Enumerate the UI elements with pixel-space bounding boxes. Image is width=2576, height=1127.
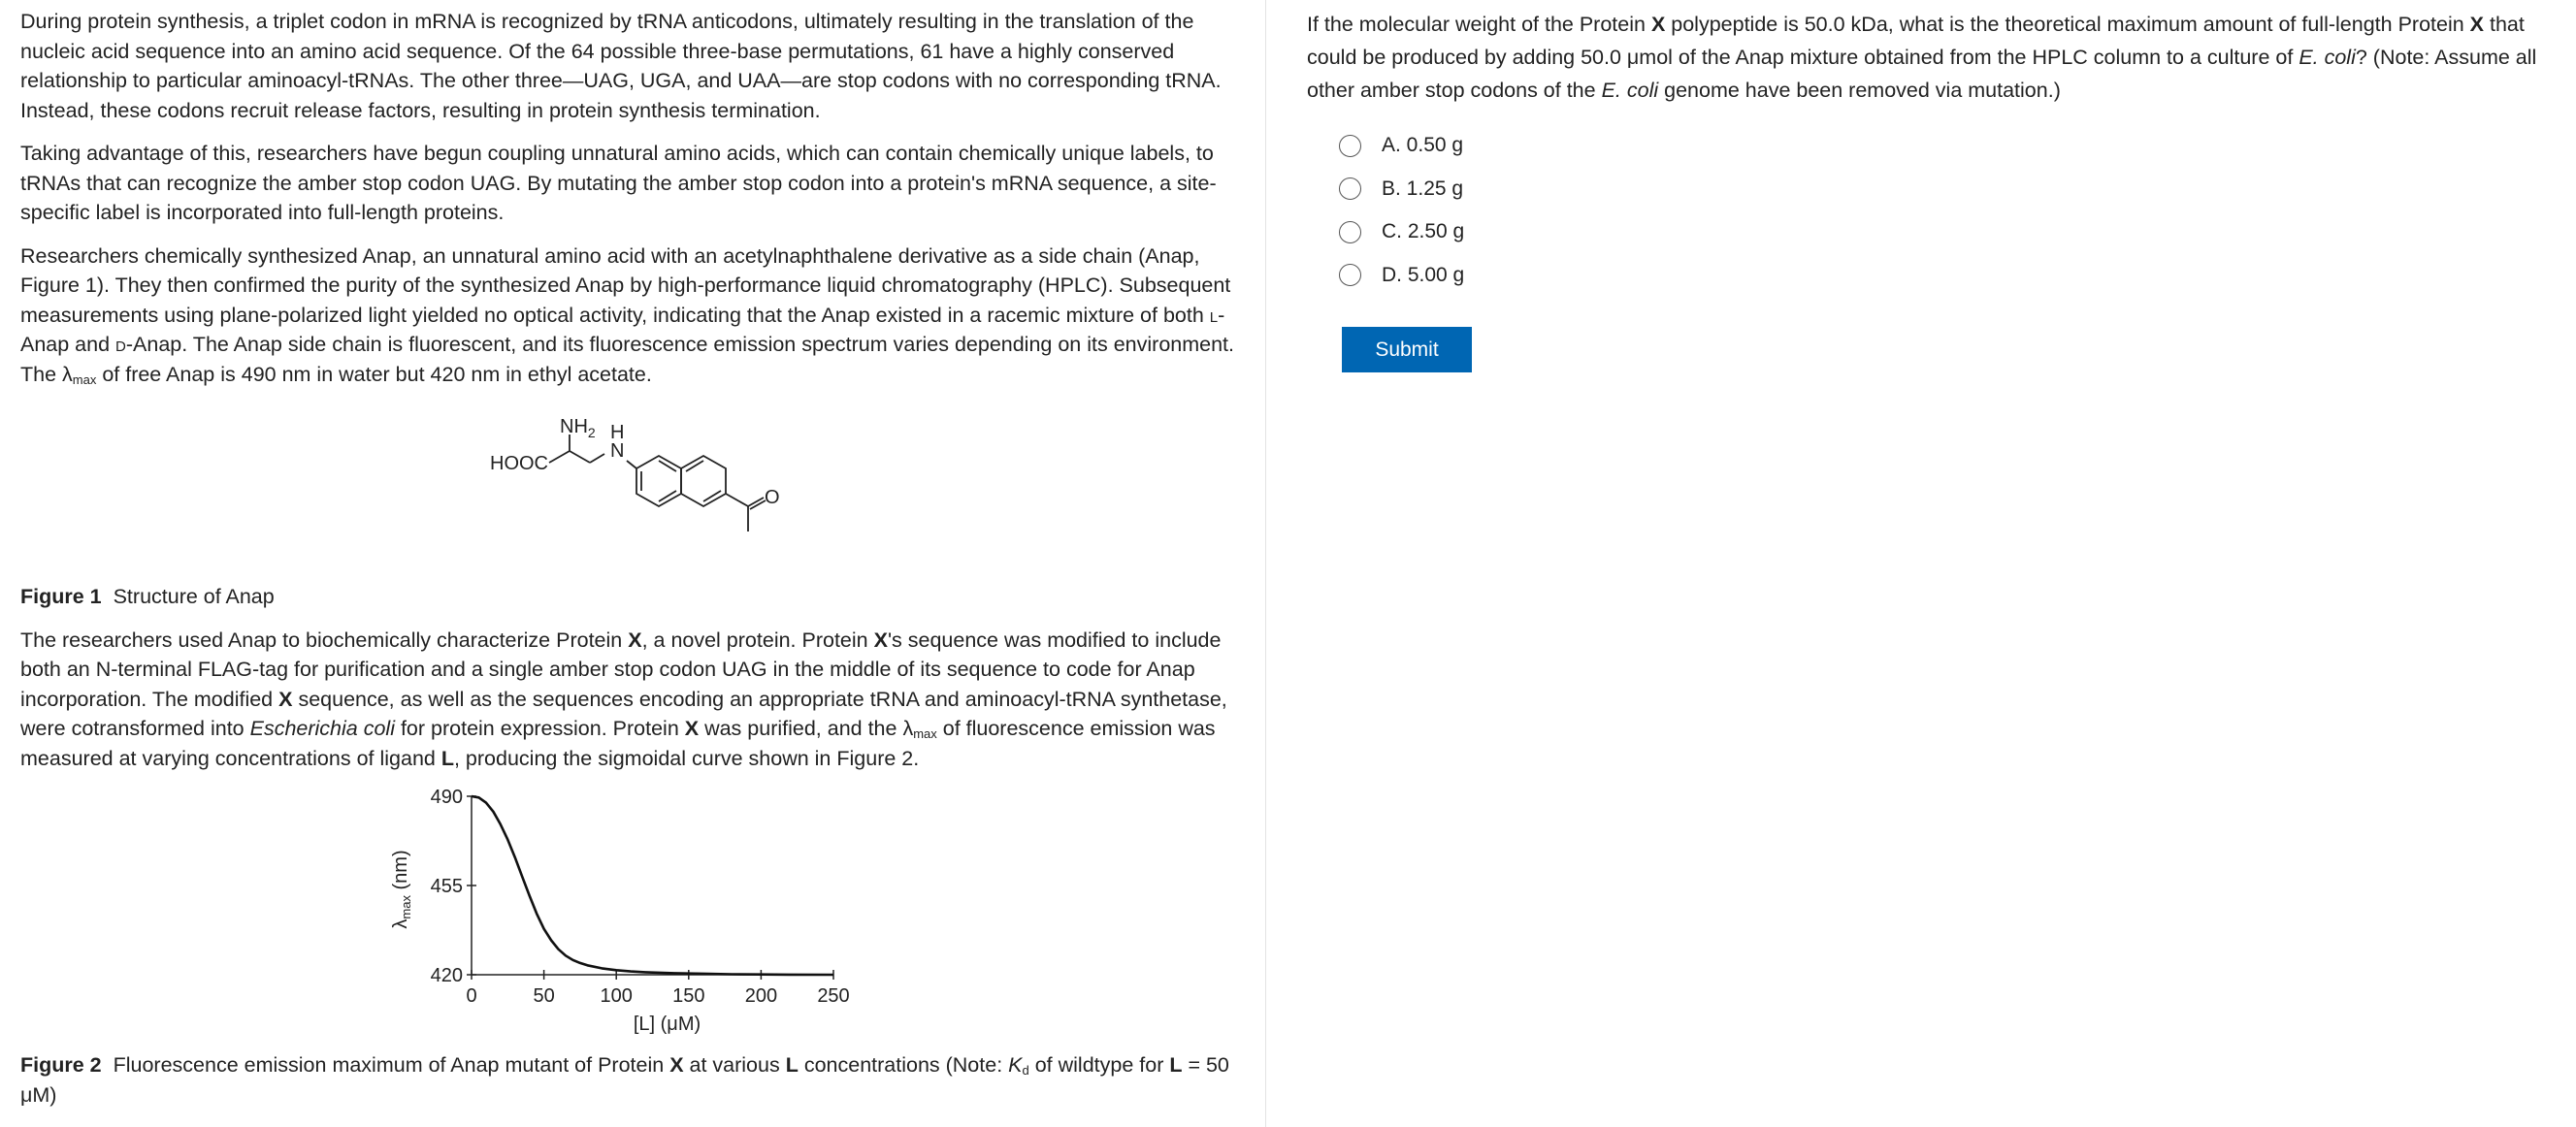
answer-choices xyxy=(1339,129,1464,302)
h-label: H xyxy=(610,422,625,443)
p3-text-a: Researchers chemically synthesized Anap, an unnatural amino acid with an acetylnaphthalene derivative as a side chain (Anap, Figure 1). They then confirmed the purity of the synthesized Anap by high-performance liquid chromatography (HPLC). Subsequent measurements using plane-polarized light yielded no optical activity, indicating that the Anap existed in a racemic mixture of both xyxy=(20,243,1231,327)
ligand-l-bold: L xyxy=(1169,1053,1183,1077)
ecoli-italic: Escherichia coli xyxy=(249,717,395,740)
choice-a-label: A. 0.50 g xyxy=(1382,134,1464,156)
ecoli-italic: E. coli xyxy=(1601,79,1659,102)
p4-text-g: of fluorescence emission was measured at varying concentrations of ligand xyxy=(20,717,1216,770)
choice-c-label: C. 2.50 g xyxy=(1382,220,1465,242)
x-tick-label: 100 xyxy=(600,985,633,1007)
nh2-label: $NH_2$ xyxy=(560,416,596,440)
protein-x-bold: X xyxy=(278,687,293,711)
p4-text-b: , a novel protein. Protein xyxy=(641,628,874,652)
protein-x-bold: X xyxy=(684,717,700,740)
figure-2-caption xyxy=(20,1050,1253,1110)
y-axis-label: $\lambda_{max}$ (nm) xyxy=(390,850,413,929)
choice-d-label: D. 5.00 g xyxy=(1382,263,1465,286)
q-text-c: that could be produced by adding 50.0 μmol of the Anap mixture obtained from the HPLC column to a culture of xyxy=(1307,13,2525,69)
x-tick-label: 0 xyxy=(466,985,477,1007)
paragraph-4 xyxy=(20,626,1253,774)
radio-button-b[interactable] xyxy=(1339,177,1361,200)
figure-1-structure xyxy=(20,402,1253,582)
fig2-text-a: Fluorescence emission maximum of Anap mutant of Protein xyxy=(113,1053,670,1077)
figure-1-caption xyxy=(20,582,1253,612)
figure-1-number: Figure 1 xyxy=(20,585,102,608)
passage xyxy=(20,7,1253,1110)
o-label: O xyxy=(765,487,780,508)
ligand-l-bold: L xyxy=(785,1053,799,1077)
fig2-text-b: at various xyxy=(683,1053,786,1077)
q-text-a: If the molecular weight of the Protein xyxy=(1307,13,1651,36)
kd-subscript: d xyxy=(1022,1063,1029,1078)
l-small-caps: l xyxy=(1209,303,1219,327)
x-tick-label: 150 xyxy=(672,985,705,1007)
p4-text-f: was purified, and the λ xyxy=(699,717,914,740)
p4-text-h: , producing the sigmoidal curve shown in Figure 2. xyxy=(453,746,920,770)
p4-text-a: The researchers used Anap to biochemically characterize Protein xyxy=(20,628,629,652)
chart-layer xyxy=(390,787,850,1035)
ligand-l-bold: L xyxy=(440,746,454,770)
d-small-caps: d xyxy=(115,333,126,356)
passage-pane[interactable] xyxy=(0,0,1266,1127)
y-tick-label: 490 xyxy=(430,787,463,808)
protein-x-bold: X xyxy=(1650,13,1666,36)
paragraph-3 xyxy=(20,242,1253,390)
choice-d[interactable] xyxy=(1339,259,1464,292)
figure-2-chart xyxy=(20,787,1253,1050)
choice-a[interactable] xyxy=(1339,129,1464,162)
paragraph-1: During protein synthesis, a triplet codon in mRNA is recognized by tRNA anticodons, ultimately resulting in the translation of the nucleic acid sequence into an amino acid sequence. Of the 64 possible three-base permutations, 61 have a highly conserved relationship to particular aminoacyl-tRNAs. The other three—UAG, UGA, and UAA—are stop codons with no corresponding tRNA. Instead, these codons recruit release factors, resulting in protein synthesis termination. xyxy=(20,10,1222,122)
series-curve xyxy=(472,796,833,975)
ecoli-italic: E. coli xyxy=(2299,46,2356,69)
question-pane xyxy=(1267,0,2576,1127)
fig2-text-c: concentrations (Note: xyxy=(798,1053,1009,1077)
lambda-max-subscript: max xyxy=(913,726,937,741)
choice-c[interactable] xyxy=(1339,215,1464,248)
x-tick-label: 50 xyxy=(533,985,555,1007)
p4-text-c: 's sequence was modified to include both an N-terminal FLAG-tag for purification and a single amber stop codon UAG in the middle of its sequence to code for Anap incorporation. The modified xyxy=(20,628,1222,711)
figure-1-title: Structure of Anap xyxy=(113,585,275,608)
chart-svg xyxy=(20,787,894,1050)
y-tick-label: 420 xyxy=(430,965,463,986)
protein-x-bold: X xyxy=(2469,13,2485,36)
radio-button-c[interactable] xyxy=(1339,221,1361,243)
p4-text-e: for protein expression. Protein xyxy=(394,717,685,740)
paragraph-2: Taking advantage of this, researchers have begun coupling unnatural amino acids, which can contain chemically unique labels, to tRNAs that can recognize the amber stop codon UAG. By mutating the amber stop codon into a protein's mRNA sequence, a site-specific label is incorporated into full-length proteins. xyxy=(20,142,1217,224)
kd-italic: K xyxy=(1008,1053,1023,1077)
q-text-b: polypeptide is 50.0 kDa, what is the theoretical maximum amount of full-length Protein xyxy=(1665,13,2470,36)
q-text-e: genome have been removed via mutation.) xyxy=(1658,79,2061,102)
radio-button-a[interactable] xyxy=(1339,135,1361,157)
anap-structure-drawing xyxy=(457,402,845,582)
hooc-label: HOOC xyxy=(490,453,548,474)
lambda-max-subscript: max xyxy=(72,371,97,387)
y-tick-label: 455 xyxy=(430,876,463,897)
x-axis-label: [L] (μM) xyxy=(633,1014,701,1035)
q-text-d: ? (Note: Assume all other amber stop codons of the xyxy=(1307,46,2537,102)
figure-2-number: Figure 2 xyxy=(20,1053,102,1077)
p4-text-d: sequence, as well as the sequences encoding an appropriate tRNA and aminoacyl-tRNA synthetase, were cotransformed into xyxy=(20,687,1227,740)
p3-text-c: -Anap. The Anap side chain is fluorescent, and its fluorescence emission spectrum varies depending on its environment. The λ xyxy=(20,333,1234,386)
fig2-text-e: = 50 μM) xyxy=(20,1053,1229,1107)
radio-button-d[interactable] xyxy=(1339,264,1361,286)
choice-b[interactable] xyxy=(1339,173,1464,206)
x-tick-label: 250 xyxy=(817,985,850,1007)
submit-button[interactable]: Submit xyxy=(1342,327,1472,372)
question-stem xyxy=(1307,8,2568,107)
fig2-text-d: of wildtype for xyxy=(1028,1053,1170,1077)
protein-x-bold: X xyxy=(669,1053,684,1077)
p3-text-e: of free Anap is 490 nm in water but 420 nm in ethyl acetate. xyxy=(96,362,652,386)
protein-x-bold: X xyxy=(873,628,888,652)
choice-b-label: B. 1.25 g xyxy=(1382,177,1464,200)
n-label: N xyxy=(610,440,625,462)
protein-x-bold: X xyxy=(628,628,642,652)
p3-text-b: -Anap and xyxy=(20,303,1225,356)
x-tick-label: 200 xyxy=(744,985,778,1007)
